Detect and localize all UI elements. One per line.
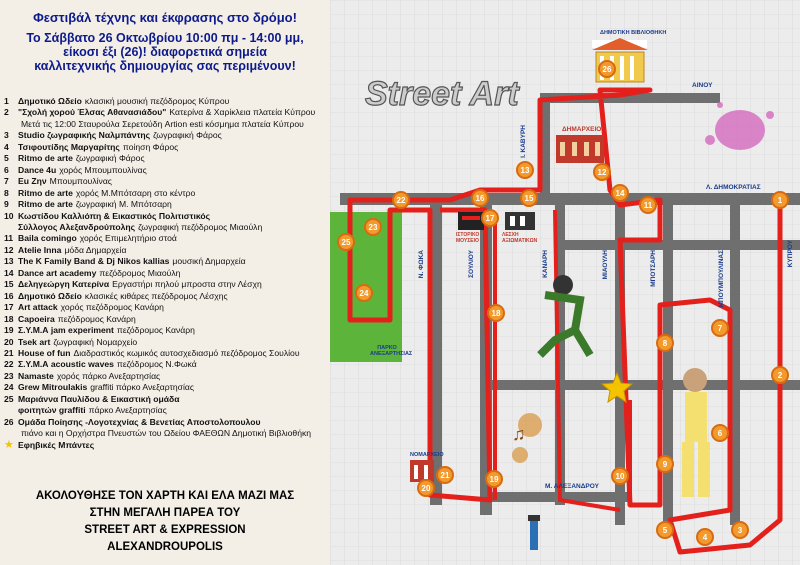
town-hall-building (556, 135, 604, 163)
list-item (4, 142, 330, 153)
street-label-kanari: ΚΑΝΑΡΗ (542, 250, 549, 278)
item-description: ποίηση Φάρος (122, 141, 179, 152)
item-description: πεζόδρομος Κανάρη (116, 325, 195, 336)
info-panel (0, 0, 330, 565)
list-item (4, 325, 330, 336)
map-pin-16[interactable]: 16 (471, 189, 489, 207)
item-name: Σύλλογος Αλεξανδρούπολης (18, 221, 136, 232)
list-item (4, 405, 330, 416)
item-number: 6 (4, 164, 9, 175)
item-description: χορός Μπουμπουλίνας (59, 164, 147, 175)
list-item (4, 359, 330, 370)
list-item (4, 256, 330, 267)
item-number: 3 (4, 130, 9, 141)
item-name: House of fun (18, 347, 71, 358)
museum-building (458, 212, 484, 230)
festival-map (330, 0, 800, 565)
item-description: πάρκο Ανεξαρτησίας (88, 405, 167, 416)
item-number: 25 (4, 393, 14, 404)
item-name: Δημοτικό Ωδείο (18, 290, 82, 301)
item-number: 7 (4, 176, 9, 187)
list-item (4, 417, 330, 428)
item-name: The K Family Band & Dj Nikos kallias (18, 256, 170, 267)
footer-line-1: ΑΚΟΛΟΥΘΗΣΕ ΤΟΝ ΧΑΡΤΗ ΚΑΙ ΕΛΑ ΜΑΖΙ ΜΑΣ (35, 490, 295, 502)
item-number: 9 (4, 199, 9, 210)
list-item (4, 382, 330, 393)
item-description: κλασική μουσική πεζόδρομος Κύπρου (84, 96, 230, 106)
list-item (4, 107, 330, 118)
item-number: 24 (4, 382, 14, 393)
footer-line-2: ΣΤΗΝ ΜΕΓΑΛΗ ΠΑΡΕΑ ΤΟΥ (89, 507, 241, 519)
club-building (505, 212, 535, 230)
list-item (4, 348, 330, 359)
list-item (4, 428, 330, 439)
map-pin-5[interactable]: 5 (656, 521, 674, 539)
item-name: Baila comingo (18, 233, 77, 244)
list-item (4, 188, 330, 199)
map-pin-20[interactable]: 20 (417, 479, 435, 497)
street-art-logo (365, 75, 520, 113)
park-label: ΠΑΡΚΟ ΑΝΕΞΑΡΤΗΣΙΑΣ (370, 345, 413, 357)
item-description: χορός πεζόδρομος Κανάρη (60, 302, 164, 313)
item-description: κλασικές κιθάρες πεζόδρομος Λέσχης (84, 290, 228, 301)
star-icon: ★ (4, 439, 14, 451)
item-description: ζωγραφική Φάρος (153, 130, 222, 141)
item-description: χορός Επιμελητήριο στοά (79, 233, 177, 244)
library-label: ΔΗΜΟΤΙΚΗ ΒΙΒΛΙΟΘΗΚΗ (600, 30, 667, 36)
list-item (4, 371, 330, 382)
item-number: 22 (4, 359, 14, 370)
item-name: "Σχολή χορού Έλσας Αθανασιάδου" (18, 107, 167, 118)
item-name: Namaste (18, 370, 54, 381)
street-label-mpoumpoulinas: ΜΠΟΥΜΠΟΥΛΙΝΑΣ (718, 250, 725, 308)
map-pin-4[interactable]: 4 (696, 528, 714, 546)
map-pin-2[interactable]: 2 (771, 366, 789, 384)
item-description: graffiti πάρκο Ανεξαρτησίας (90, 382, 194, 393)
item-description: πεζόδρομος Ν.Φωκά (116, 359, 197, 370)
town-hall-label: ΔΗΜΑΡΧΕΙΟ (562, 126, 602, 133)
item-number: 19 (4, 325, 14, 336)
street-label-miaouli: ΜΙΑΟΥΛΗ (602, 250, 609, 280)
item-number: 5 (4, 153, 9, 164)
item-name: Τσιφουτίδης Μαργαρίτης (18, 141, 120, 152)
item-description: Εργαστήρι πηλού μπροστα στην Λέσχη (112, 279, 262, 290)
item-name: Art attack (18, 302, 58, 313)
item-description: Διαδραστικός κωμικός αυτοσχεδιασμό πεζόδρομος Σουλίου (73, 347, 300, 358)
list-item (4, 268, 330, 279)
festival-title: Φεστιβάλ τέχνης και έκφρασης στο δρόμο! (33, 10, 297, 25)
item-number: 26 (4, 416, 14, 427)
item-name: Δημοτικό Ωδείο (18, 96, 82, 106)
list-item (4, 211, 330, 222)
svg-text:Street Art: Street Art (365, 75, 519, 113)
item-description: Μετά τις 12:00 Σταυρούλα Σερετούδη Artion esti κόσμημα πλατεία Κύπρου (21, 118, 304, 129)
item-name: Μαριάννα Παυλίδου & Εικαστική ομάδα (18, 393, 180, 404)
list-item (4, 337, 330, 348)
item-number: 16 (4, 290, 14, 301)
item-number: 2 (4, 107, 9, 118)
list-item (4, 130, 330, 141)
museum-label: ΙΣΤΟΡΙΚΟ ΜΟΥΣΕΙΟ (456, 232, 480, 244)
list-item (4, 394, 330, 405)
map-pin-18[interactable]: 18 (487, 304, 505, 322)
item-number: 20 (4, 336, 14, 347)
map-pin-13[interactable]: 13 (516, 161, 534, 179)
item-name: Tsek art (18, 336, 51, 347)
item-number (4, 119, 18, 130)
item-name: Studio ζωγραφικής Ναλμπάντης (18, 130, 151, 141)
item-number: 8 (4, 187, 9, 198)
map-pin-6[interactable]: 6 (711, 424, 729, 442)
list-item (4, 314, 330, 325)
item-description: ζωγραφική Φάρος (75, 153, 145, 164)
list-item (4, 245, 330, 256)
item-description: Μπουμπουλίνας (49, 176, 112, 187)
star-legend-label: Εφηβικές Μπάντες (18, 439, 95, 450)
item-name: Δεληγεώργη Κατερίνα (18, 279, 110, 290)
item-name: Dance 4u (18, 164, 57, 175)
map-pin-22[interactable]: 22 (392, 191, 410, 209)
list-item (4, 233, 330, 244)
map-pin-11[interactable]: 11 (639, 196, 657, 214)
map-pin-8[interactable]: 8 (656, 334, 674, 352)
map-pin-21[interactable]: 21 (436, 466, 454, 484)
item-name: Grew Mitroulakis (18, 382, 88, 393)
list-item (4, 96, 330, 107)
item-number: 11 (4, 233, 14, 244)
item-number: 4 (4, 141, 9, 152)
street-label-kavyri: Ι. ΚΑΒΥΡΗ (520, 125, 527, 158)
street-upper (560, 240, 800, 250)
item-description: πεζόδρομος Μιαούλη (99, 267, 181, 278)
list-item (4, 119, 330, 130)
club-label: ΛΕΣΧΗ ΑΞΙΩΜΑΤΙΚΩΝ (502, 232, 538, 244)
street-label-ainou: ΑΙΝΟΥ (692, 82, 713, 89)
item-name: Κωστίδου Καλλιόπη & Εικαστικός Πολιτιστικός (18, 210, 211, 221)
star-legend (4, 440, 330, 451)
item-name: Ritmo de arte (18, 199, 73, 210)
svg-text:♫: ♫ (512, 424, 526, 444)
map-pin-23[interactable]: 23 (364, 218, 382, 236)
map-pin-24[interactable]: 24 (355, 284, 373, 302)
list-item (4, 153, 330, 164)
map-pin-7[interactable]: 7 (711, 319, 729, 337)
map-pin-12[interactable]: 12 (593, 163, 611, 181)
invite-line: καλλιτεχνικής δημιουργίας σας περιμένουν! (34, 59, 296, 73)
item-number: 18 (4, 313, 14, 324)
item-number: 21 (4, 347, 14, 358)
header (0, 10, 330, 73)
points-line: είκοσι έξι (26)! διαφορετικά σημεία (63, 45, 267, 59)
list-item (4, 222, 330, 233)
list-item (4, 302, 330, 313)
map-pin-9[interactable]: 9 (656, 455, 674, 473)
item-description: χορός Μ.Μπότσαρη στο κέντρο (75, 187, 196, 198)
item-name: Σ.Υ.Μ.Α acoustic waves (18, 359, 114, 370)
list-item (4, 291, 330, 302)
list-item (4, 199, 330, 210)
prefecture-label: ΝΟΜΑΡΧΕΙΟ (410, 452, 444, 458)
item-name: Eu Zην (18, 176, 47, 187)
item-description: ζωγραφική Νομαρχείο (53, 336, 138, 347)
item-number: 13 (4, 256, 14, 267)
map-pin-17[interactable]: 17 (481, 209, 499, 227)
map-pin-1[interactable]: 1 (771, 191, 789, 209)
street-label-mpotsari: ΜΠΟΤΣΑΡΗ (650, 250, 657, 287)
map-pin-3[interactable]: 3 (731, 521, 749, 539)
item-description: χορός πάρκο Ανεξαρτησίας (56, 370, 161, 381)
footer-line-3: STREET ART & EXPRESSION (84, 524, 246, 536)
street-mpotsari (663, 205, 673, 525)
list-item (4, 279, 330, 290)
events-list (4, 96, 330, 451)
item-number: 15 (4, 279, 14, 290)
map-graphic (330, 0, 800, 565)
street-middle (490, 380, 800, 390)
map-pin-10[interactable]: 10 (611, 467, 629, 485)
map-pin-25[interactable]: 25 (337, 233, 355, 251)
item-description: μόδα Δημαρχεία (64, 244, 127, 255)
street-label-alexandrou: Μ. ΑΛΕΞΑΝΔΡΟΥ (545, 483, 599, 490)
item-number (4, 405, 18, 416)
item-description: Κατερίνα & Χαρίκλεια πλατεία Κύπρου (169, 107, 316, 118)
item-name: Ritmo de arte (18, 153, 73, 164)
item-description: ζωγραφική Μ. Μπότσαρη (75, 199, 172, 210)
date-line: Το Σάββατο 26 Οκτωβρίου 10:00 πμ - 14:00 μμ, (26, 31, 304, 45)
item-description: μουσική Δημαρχεία (172, 256, 246, 267)
map-pin-15[interactable]: 15 (520, 189, 538, 207)
list-item (4, 165, 330, 176)
street-label-kyprou: ΚΥΠΡΟΥ (787, 240, 794, 268)
item-number: 17 (4, 302, 14, 313)
item-number: 1 (4, 96, 9, 106)
street-label-souliou: ΣΟΥΛΙΟΥ (468, 250, 475, 278)
item-number (4, 222, 18, 233)
item-name: Capoeira (18, 313, 55, 324)
map-pin-19[interactable]: 19 (485, 470, 503, 488)
item-number (4, 428, 18, 439)
footer (0, 488, 330, 556)
list-item (4, 176, 330, 187)
item-name: Atelie Inna (18, 244, 62, 255)
footer-line-4: ALEXANDROUPOLIS (107, 541, 223, 553)
item-number: 10 (4, 210, 14, 221)
item-description: πεζόδρομος Κανάρη (57, 313, 136, 324)
item-description: ζωγραφική πεζόδρομος Μιαούλη (138, 221, 263, 232)
map-pin-26[interactable]: 26 (598, 60, 616, 78)
item-number: 23 (4, 370, 14, 381)
item-name: Ομάδα Ποίησης -Λογοτεχνίας & Βενετίας Αποστολοπουλου (18, 416, 261, 427)
street-label-fwka: Ν. ΦΩΚΑ (418, 250, 425, 279)
item-name: φοιτητών graffiti (18, 405, 86, 416)
item-number: 12 (4, 244, 14, 255)
item-number: 14 (4, 267, 14, 278)
item-description: πιάνο και η Ορχήστρα Πνευστών του Ωδείου ΦΑΕΘΩΝ Δημοτική Βιβλιοθήκη (21, 428, 312, 439)
item-name: Σ.Υ.Μ.Α jam experiment (18, 325, 114, 336)
item-name: Ritmo de arte (18, 187, 73, 198)
street-label-dimokratias: Λ. ΔΗΜΟΚΡΑΤΙΑΣ (706, 184, 761, 191)
map-pin-14[interactable]: 14 (611, 184, 629, 202)
item-name: Dance art academy (18, 267, 97, 278)
